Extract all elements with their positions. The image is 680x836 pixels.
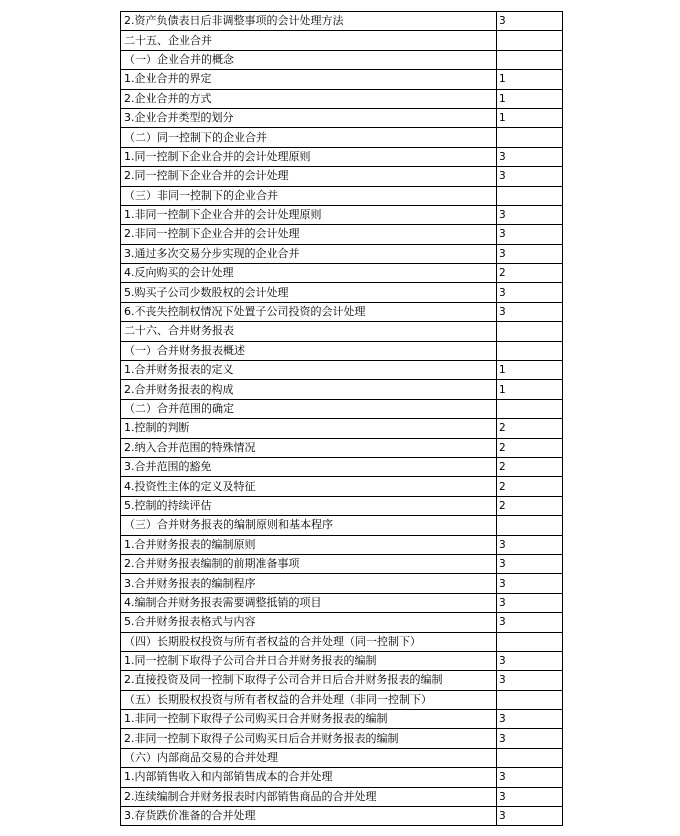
- row-item-text: 2.直接投资及同一控制下取得子公司合并日后合并财务报表的编制: [121, 671, 497, 690]
- row-item-text: 2.非同一控制下取得子公司购买日后合并财务报表的编制: [121, 729, 497, 748]
- row-item-text: （三）非同一控制下的企业合并: [121, 186, 497, 205]
- table-row: [121, 322, 563, 341]
- table-row: [121, 128, 563, 147]
- table-row: [121, 729, 563, 748]
- row-level-value: 2: [497, 457, 563, 476]
- row-item-text: （二）同一控制下的企业合并: [121, 128, 497, 147]
- row-level-value: [497, 748, 563, 767]
- row-level-value: 2: [497, 419, 563, 438]
- row-item-text: 5.购买子公司少数股权的会计处理: [121, 283, 497, 302]
- row-item-text: 2.纳入合并范围的特殊情况: [121, 438, 497, 457]
- table-row: [121, 516, 563, 535]
- row-item-text: 1.企业合并的界定: [121, 70, 497, 89]
- row-item-text: 3.存货跌价准备的合并处理: [121, 807, 497, 826]
- table-row: [121, 787, 563, 806]
- row-level-value: 1: [497, 108, 563, 127]
- row-item-text: 4.投资性主体的定义及特征: [121, 477, 497, 496]
- row-level-value: 3: [497, 768, 563, 787]
- row-item-text: 1.合并财务报表的定义: [121, 361, 497, 380]
- table-row: [121, 341, 563, 360]
- row-level-value: 3: [497, 205, 563, 224]
- row-level-value: 3: [497, 593, 563, 612]
- row-level-value: 1: [497, 89, 563, 108]
- table-row: [121, 632, 563, 651]
- row-item-text: （三）合并财务报表的编制原则和基本程序: [121, 516, 497, 535]
- row-level-value: 2: [497, 438, 563, 457]
- row-level-value: 3: [497, 302, 563, 321]
- table-row: [121, 671, 563, 690]
- row-item-text: （四）长期股权投资与所有者权益的合并处理（同一控制下）: [121, 632, 497, 651]
- table-row: [121, 89, 563, 108]
- row-item-text: 1.同一控制下企业合并的会计处理原则: [121, 147, 497, 166]
- row-item-text: 2.非同一控制下企业合并的会计处理: [121, 225, 497, 244]
- table-row: [121, 302, 563, 321]
- row-item-text: 2.连续编制合并财务报表时内部销售商品的合并处理: [121, 787, 497, 806]
- table-row: [121, 593, 563, 612]
- row-level-value: [497, 128, 563, 147]
- table-row: [121, 690, 563, 709]
- row-level-value: 3: [497, 535, 563, 554]
- table-row: [121, 50, 563, 69]
- row-item-text: 6.不丧失控制权情况下处置子公司投资的会计处理: [121, 302, 497, 321]
- row-level-value: [497, 341, 563, 360]
- row-level-value: 2: [497, 477, 563, 496]
- table-row: [121, 651, 563, 670]
- table-row: [121, 186, 563, 205]
- table-row: [121, 380, 563, 399]
- row-level-value: 3: [497, 807, 563, 826]
- table-row: [121, 574, 563, 593]
- row-level-value: 1: [497, 380, 563, 399]
- table-row: [121, 613, 563, 632]
- row-item-text: 二十六、合并财务报表: [121, 322, 497, 341]
- table-row: [121, 554, 563, 573]
- syllabus-table-body: [121, 12, 563, 826]
- row-level-value: [497, 399, 563, 418]
- row-level-value: [497, 31, 563, 50]
- row-level-value: 3: [497, 671, 563, 690]
- row-item-text: 2.同一控制下企业合并的会计处理: [121, 167, 497, 186]
- row-item-text: 1.非同一控制下取得子公司购买日合并财务报表的编制: [121, 710, 497, 729]
- table-row: [121, 399, 563, 418]
- row-level-value: 3: [497, 613, 563, 632]
- table-row: [121, 748, 563, 767]
- table-row: [121, 438, 563, 457]
- row-level-value: 1: [497, 70, 563, 89]
- row-level-value: 2: [497, 496, 563, 515]
- table-row: [121, 12, 563, 31]
- table-row: [121, 264, 563, 283]
- table-row: [121, 496, 563, 515]
- row-item-text: 2.资产负债表日后非调整事项的会计处理方法: [121, 12, 497, 31]
- row-item-text: 3.通过多次交易分步实现的企业合并: [121, 244, 497, 263]
- row-item-text: 二十五、企业合并: [121, 31, 497, 50]
- table-row: [121, 807, 563, 826]
- row-item-text: （二）合并范围的确定: [121, 399, 497, 418]
- row-level-value: 3: [497, 787, 563, 806]
- row-level-value: 3: [497, 574, 563, 593]
- table-row: [121, 108, 563, 127]
- row-item-text: （一）企业合并的概念: [121, 50, 497, 69]
- row-level-value: 2: [497, 264, 563, 283]
- table-row: [121, 477, 563, 496]
- row-level-value: 3: [497, 710, 563, 729]
- row-item-text: （六）内部商品交易的合并处理: [121, 748, 497, 767]
- table-row: [121, 225, 563, 244]
- row-item-text: 2.合并财务报表的构成: [121, 380, 497, 399]
- row-level-value: [497, 632, 563, 651]
- table-row: [121, 31, 563, 50]
- row-item-text: 1.同一控制下取得子公司合并日合并财务报表的编制: [121, 651, 497, 670]
- row-level-value: [497, 690, 563, 709]
- row-item-text: 1.合并财务报表的编制原则: [121, 535, 497, 554]
- row-level-value: [497, 50, 563, 69]
- row-item-text: 4.编制合并财务报表需要调整抵销的项目: [121, 593, 497, 612]
- table-row: [121, 361, 563, 380]
- table-row: [121, 535, 563, 554]
- row-item-text: 1.内部销售收入和内部销售成本的合并处理: [121, 768, 497, 787]
- row-level-value: 1: [497, 361, 563, 380]
- row-item-text: 3.合并财务报表的编制程序: [121, 574, 497, 593]
- table-row: [121, 768, 563, 787]
- row-item-text: 2.企业合并的方式: [121, 89, 497, 108]
- syllabus-table: [120, 11, 563, 826]
- row-level-value: 3: [497, 729, 563, 748]
- row-item-text: 4.反向购买的会计处理: [121, 264, 497, 283]
- row-level-value: [497, 516, 563, 535]
- row-level-value: 3: [497, 554, 563, 573]
- row-level-value: 3: [497, 225, 563, 244]
- table-row: [121, 457, 563, 476]
- row-item-text: 5.合并财务报表格式与内容: [121, 613, 497, 632]
- row-level-value: 3: [497, 147, 563, 166]
- table-row: [121, 147, 563, 166]
- row-item-text: 5.控制的持续评估: [121, 496, 497, 515]
- table-row: [121, 244, 563, 263]
- row-item-text: 1.非同一控制下企业合并的会计处理原则: [121, 205, 497, 224]
- row-level-value: [497, 322, 563, 341]
- table-row: [121, 419, 563, 438]
- row-item-text: 3.企业合并类型的划分: [121, 108, 497, 127]
- row-item-text: 2.合并财务报表编制的前期准备事项: [121, 554, 497, 573]
- row-item-text: 3.合并范围的豁免: [121, 457, 497, 476]
- table-row: [121, 710, 563, 729]
- table-row: [121, 70, 563, 89]
- row-level-value: [497, 186, 563, 205]
- row-level-value: 3: [497, 244, 563, 263]
- table-row: [121, 283, 563, 302]
- row-level-value: 3: [497, 283, 563, 302]
- row-item-text: 1.控制的判断: [121, 419, 497, 438]
- row-item-text: （五）长期股权投资与所有者权益的合并处理（非同一控制下）: [121, 690, 497, 709]
- table-row: [121, 205, 563, 224]
- row-level-value: 3: [497, 12, 563, 31]
- row-level-value: 3: [497, 167, 563, 186]
- row-item-text: （一）合并财务报表概述: [121, 341, 497, 360]
- row-level-value: 3: [497, 651, 563, 670]
- table-row: [121, 167, 563, 186]
